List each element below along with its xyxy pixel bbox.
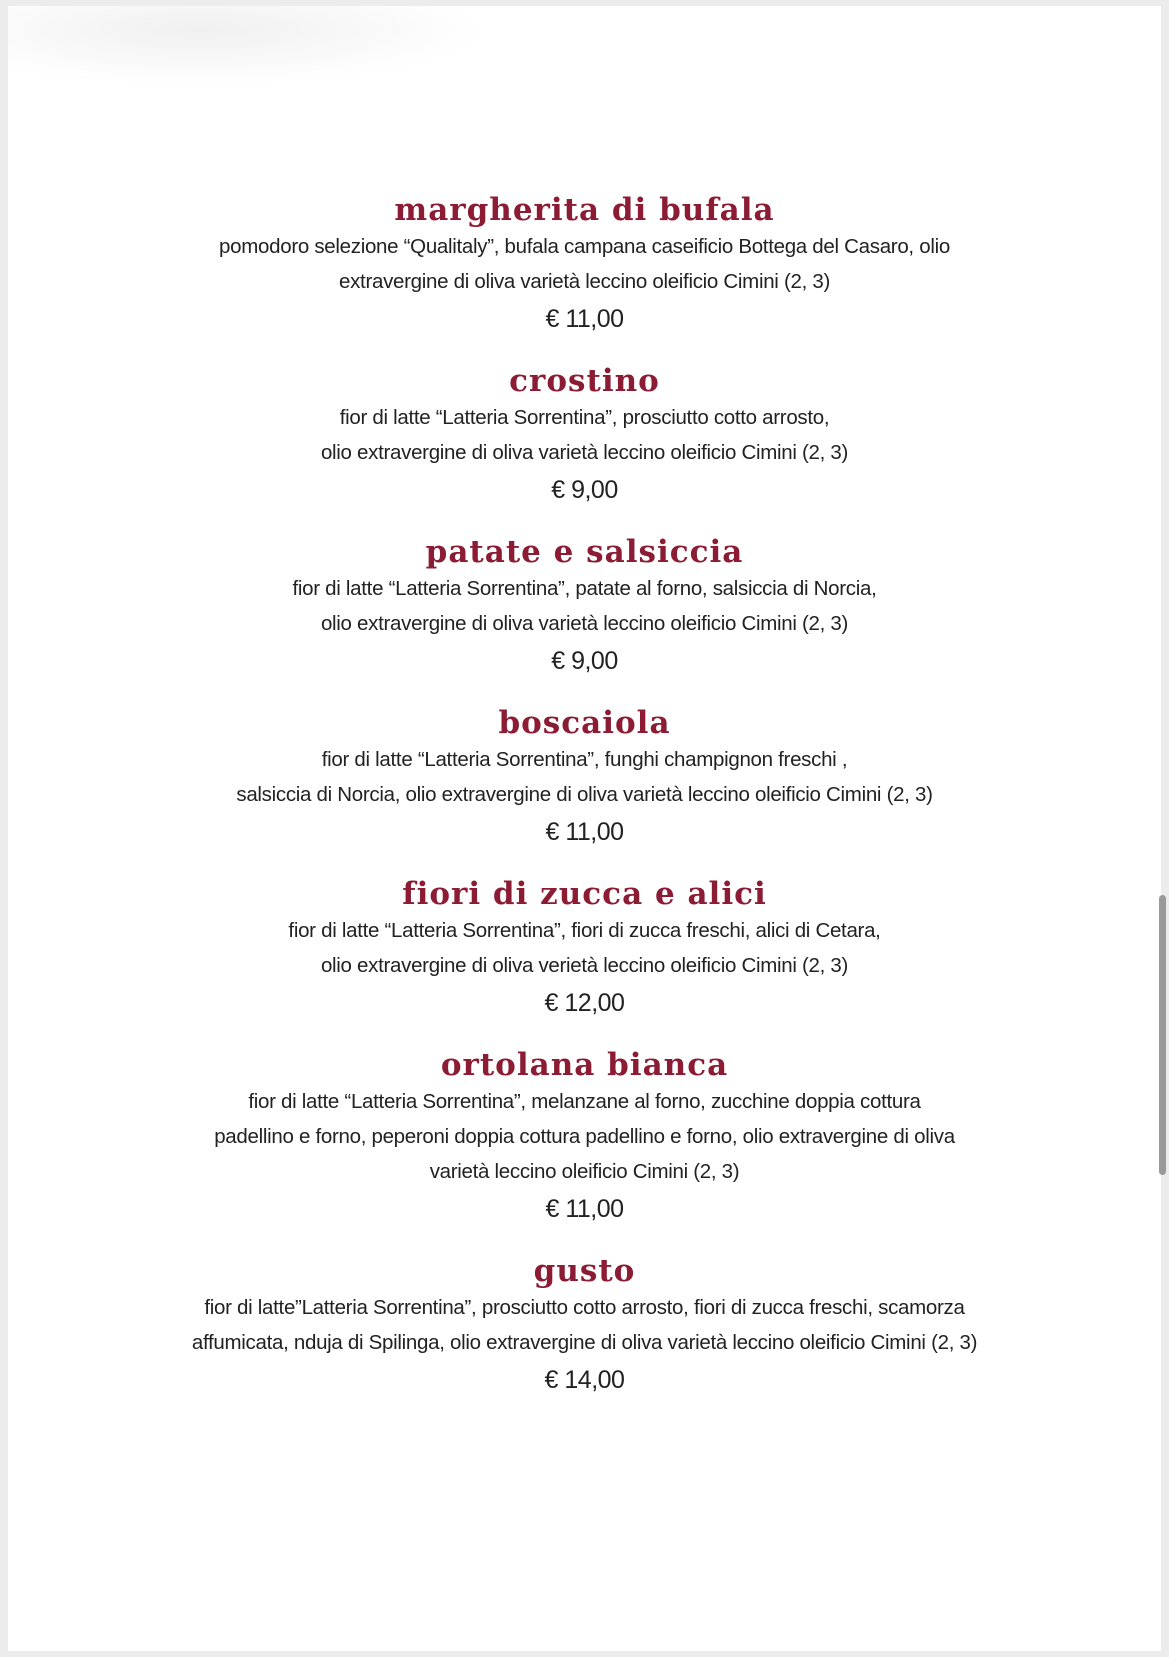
menu-item-price: € 14,00	[544, 1366, 625, 1394]
menu-item-patate-e-salsiccia	[135, 533, 1035, 681]
menu-item-name: crostino	[509, 363, 660, 399]
menu-item-name: fiori di zucca e alici	[402, 876, 767, 912]
menu-item-crostino	[135, 362, 1035, 510]
menu-item-description-line: salsiccia di Norcia, olio extravergine di oliva varietà leccino oleificio Cimini (2, 3)	[236, 783, 933, 806]
menu-item-description-line: fior di latte “Latteria Sorrentina”, funghi champignon freschi ,	[321, 748, 848, 771]
menu-item-gusto	[135, 1252, 1035, 1400]
menu-item-name: margherita di bufala	[394, 192, 775, 228]
menu-item-name: gusto	[533, 1253, 636, 1289]
menu-item-margherita-di-bufala	[135, 191, 1035, 339]
menu-item-description-line: olio extravergine di oliva verietà leccino oleificio Cimini (2, 3)	[320, 954, 849, 977]
menu-item-fiori-di-zucca-e-alici	[135, 875, 1035, 1023]
menu-item-price: € 11,00	[545, 1195, 624, 1223]
menu-item-description-line: fior di latte “Latteria Sorrentina”, melanzane al forno, zucchine doppia cottura	[248, 1090, 921, 1113]
menu-item-boscaiola	[135, 704, 1035, 852]
menu-item-price: € 11,00	[545, 305, 624, 333]
menu-item-description-line: fior di latte “Latteria Sorrentina”, fiori di zucca freschi, alici di Cetara,	[288, 919, 881, 942]
menu-item-price: € 9,00	[551, 647, 618, 675]
menu-item-price: € 9,00	[551, 476, 618, 504]
menu-item-ortolana-bianca	[135, 1046, 1035, 1229]
menu-item-description-line: padellino e forno, peperoni doppia cottura padellino e forno, olio extravergine di oliva	[214, 1125, 955, 1148]
menu-item-description-line: extravergine di oliva varietà leccino oleificio Cimini (2, 3)	[339, 270, 830, 293]
menu-item-price: € 12,00	[544, 989, 625, 1017]
menu-item-description-line: fior di latte “Latteria Sorrentina”, patate al forno, salsiccia di Norcia,	[292, 577, 877, 600]
menu-item-description-line: varietà leccino oleificio Cimini (2, 3)	[429, 1160, 740, 1183]
menu-item-name: boscaiola	[498, 705, 671, 741]
menu-item-name: ortolana bianca	[440, 1047, 729, 1083]
menu-item-description-line: pomodoro selezione “Qualitaly”, bufala campana caseificio Bottega del Casaro, olio	[219, 235, 950, 258]
menu-item-description-line: affumicata, nduja di Spilinga, olio extravergine di oliva varietà leccino oleificio Cimini (2, 3)	[191, 1331, 978, 1354]
menu-item-description-line: fior di latte”Latteria Sorrentina”, prosciutto cotto arrosto, fiori di zucca freschi, scamorza	[204, 1296, 965, 1319]
menu-item-name: patate e salsiccia	[425, 534, 744, 570]
menu-item-description-line: olio extravergine di oliva varietà leccino oleificio Cimini (2, 3)	[320, 441, 849, 464]
page-top-shadow	[8, 6, 488, 86]
vertical-scrollbar[interactable]	[1157, 0, 1169, 1657]
menu-item-description-line: olio extravergine di oliva varietà leccino oleificio Cimini (2, 3)	[320, 612, 849, 635]
scrollbar-thumb[interactable]	[1159, 895, 1166, 1175]
menu-item-description-line: fior di latte “Latteria Sorrentina”, prosciutto cotto arrosto,	[339, 406, 830, 429]
menu-page	[8, 6, 1161, 1651]
pizza-menu-list	[8, 191, 1161, 1400]
menu-item-price: € 11,00	[545, 818, 624, 846]
